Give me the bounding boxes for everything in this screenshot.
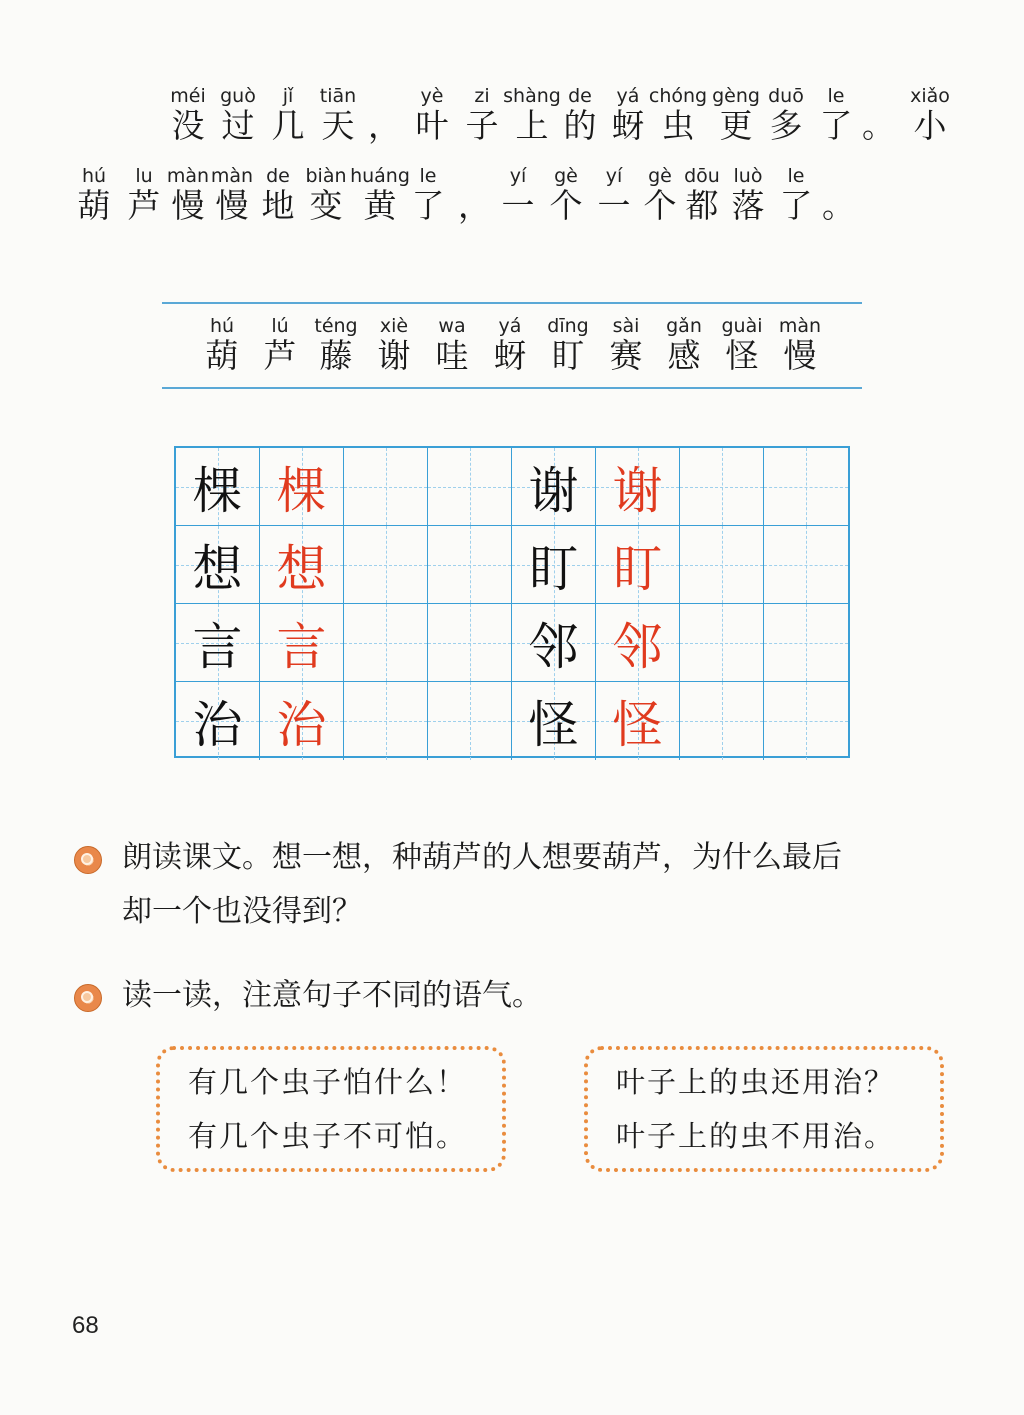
grid-cell xyxy=(596,682,680,760)
pinyin: yá xyxy=(616,85,640,107)
pinyin: duō xyxy=(768,85,804,107)
hanzi: 地 xyxy=(261,186,295,225)
model-character: 治 xyxy=(276,696,327,754)
pinyin: xiè xyxy=(379,315,409,337)
grid-cell xyxy=(512,526,596,604)
ruby-char xyxy=(308,84,368,146)
pinyin: lú xyxy=(271,315,289,337)
pinyin: méi xyxy=(170,85,206,107)
pinyin: sài xyxy=(612,315,640,337)
grid-guide-vertical xyxy=(722,604,723,681)
pinyin: guài xyxy=(721,315,763,337)
pinyin: gè xyxy=(554,165,578,187)
hanzi: 天 xyxy=(321,106,355,145)
character: 怪 xyxy=(528,696,579,754)
ruby-char xyxy=(712,314,772,376)
hanzi: 一 xyxy=(501,186,535,225)
grid-guide-vertical xyxy=(722,448,723,525)
model-character: 邻 xyxy=(612,617,663,676)
hanzi: 哇 xyxy=(435,336,469,375)
grid-cell xyxy=(176,448,260,526)
grid-guide-vertical xyxy=(722,526,723,603)
grid-guide-vertical xyxy=(470,604,471,681)
grid-cell xyxy=(428,604,512,682)
page-number: 68 xyxy=(72,1312,99,1339)
hanzi: 落 xyxy=(731,186,765,225)
hanzi: 上 xyxy=(515,106,549,145)
exercise-bullet-icon xyxy=(74,984,102,1012)
ruby-char xyxy=(770,314,830,376)
ruby-char xyxy=(538,314,598,376)
pinyin: le xyxy=(827,85,845,107)
hanzi: 一 xyxy=(597,186,631,225)
pinyin: yí xyxy=(605,165,623,187)
hanzi: 藤 xyxy=(319,336,353,375)
punctuation: 。 xyxy=(862,106,895,145)
pinyin: dīng xyxy=(547,315,589,337)
hanzi: 黄 xyxy=(363,186,397,225)
grid-cell xyxy=(764,682,848,760)
character: 棵 xyxy=(192,461,243,520)
pinyin: chóng xyxy=(648,85,708,107)
hanzi: 慢 xyxy=(783,336,817,375)
grid-guide-vertical xyxy=(386,682,387,760)
hanzi: 多 xyxy=(769,106,803,145)
hanzi: 了 xyxy=(779,186,813,225)
grid-cell xyxy=(260,604,344,682)
tone-box-right-line-1: 叶子上的虫还用治？ xyxy=(616,1065,896,1099)
grid-guide-vertical xyxy=(470,526,471,603)
grid-cell xyxy=(428,448,512,526)
model-character: 盯 xyxy=(612,539,663,598)
grid-cell xyxy=(428,682,512,760)
hanzi: 慢 xyxy=(171,186,205,225)
punctuation: ， xyxy=(458,186,491,225)
ruby-char xyxy=(250,314,310,376)
ruby-char xyxy=(766,164,826,226)
character: 言 xyxy=(192,617,243,676)
grid-guide-vertical xyxy=(386,448,387,525)
hanzi: 蚜 xyxy=(611,106,645,145)
pinyin: jǐ xyxy=(282,85,294,107)
ruby-char xyxy=(648,84,708,146)
grid-guide-vertical xyxy=(806,448,807,525)
ruby-char xyxy=(480,314,540,376)
pinyin: tiān xyxy=(319,85,357,107)
pinyin: luò xyxy=(733,165,763,187)
grid-guide-vertical xyxy=(470,682,471,760)
pinyin: de xyxy=(266,165,290,187)
exercise-1-line-1: 朗读课文。想一想，种葫芦的人想要葫芦，为什么最后 xyxy=(122,840,842,875)
pinyin: gèng xyxy=(712,85,760,107)
grid-cell xyxy=(512,448,596,526)
pinyin: hú xyxy=(81,165,107,187)
hanzi: 个 xyxy=(643,186,677,225)
pinyin: màn xyxy=(778,315,822,337)
hanzi: 虫 xyxy=(661,106,695,145)
hanzi: 怪 xyxy=(725,336,759,375)
hanzi: 盯 xyxy=(551,336,585,375)
grid-guide-vertical xyxy=(722,682,723,760)
pinyin: gǎn xyxy=(666,315,702,337)
ruby-char xyxy=(422,314,482,376)
character: 谢 xyxy=(528,461,579,520)
tone-box-left-line-2: 有几个虫子不可怕。 xyxy=(188,1119,468,1153)
grid-guide-vertical xyxy=(806,526,807,603)
hanzi: 个 xyxy=(549,186,583,225)
hanzi: 小 xyxy=(913,106,947,145)
ruby-char xyxy=(654,314,714,376)
tone-box-right xyxy=(584,1046,944,1172)
character: 邻 xyxy=(528,617,579,676)
vocab-bottom-rule xyxy=(162,387,862,389)
pinyin: huáng xyxy=(350,165,410,187)
pinyin: zi xyxy=(474,85,490,107)
pinyin: lu xyxy=(135,165,153,187)
model-character: 谢 xyxy=(612,461,663,520)
pinyin: gè xyxy=(648,165,672,187)
grid-cell xyxy=(596,604,680,682)
exercise-2-text: 读一读，注意句子不同的语气。 xyxy=(122,978,542,1013)
grid-cell xyxy=(764,604,848,682)
ruby-char xyxy=(296,164,356,226)
writing-grid xyxy=(174,446,850,758)
model-character: 棵 xyxy=(276,461,327,520)
ruby-char xyxy=(398,164,458,226)
ruby-char xyxy=(900,84,960,146)
pinyin: yí xyxy=(509,165,527,187)
hanzi: 的 xyxy=(563,106,597,145)
grid-cell xyxy=(176,682,260,760)
ruby-char xyxy=(806,84,866,146)
grid-cell xyxy=(596,448,680,526)
grid-cell xyxy=(512,682,596,760)
hanzi: 葫 xyxy=(205,336,239,375)
grid-cell xyxy=(260,682,344,760)
hanzi: 蚜 xyxy=(493,336,527,375)
hanzi: 慢 xyxy=(215,186,249,225)
grid-cell xyxy=(260,448,344,526)
character: 想 xyxy=(192,539,243,598)
hanzi: 谢 xyxy=(377,336,411,375)
grid-cell xyxy=(176,604,260,682)
tone-box-right-line-2: 叶子上的虫不用治。 xyxy=(616,1119,896,1153)
grid-cell xyxy=(680,604,764,682)
pinyin: shàng xyxy=(503,85,561,107)
grid-guide-vertical xyxy=(806,604,807,681)
ruby-char xyxy=(364,314,424,376)
pinyin: hú xyxy=(209,315,235,337)
grid-guide-vertical xyxy=(806,682,807,760)
pinyin: biàn xyxy=(305,165,347,187)
model-character: 言 xyxy=(276,617,327,676)
pinyin: téng xyxy=(314,315,358,337)
pinyin: màn xyxy=(166,165,210,187)
grid-guide-vertical xyxy=(386,604,387,681)
ruby-char xyxy=(596,314,656,376)
hanzi: 变 xyxy=(309,186,343,225)
exercise-bullet-icon xyxy=(74,846,102,874)
pinyin: wa xyxy=(438,315,466,337)
grid-guide-vertical xyxy=(470,448,471,525)
model-character: 怪 xyxy=(612,696,663,754)
exercise-1-line-2: 却一个也没得到？ xyxy=(122,894,362,929)
character: 盯 xyxy=(528,539,579,598)
pinyin: yè xyxy=(420,85,444,107)
hanzi: 子 xyxy=(465,106,499,145)
ruby-char xyxy=(192,314,252,376)
grid-cell xyxy=(764,448,848,526)
grid-cell xyxy=(176,526,260,604)
grid-cell xyxy=(680,526,764,604)
grid-cell xyxy=(764,526,848,604)
hanzi: 没 xyxy=(171,106,205,145)
hanzi: 过 xyxy=(221,106,255,145)
grid-cell xyxy=(680,682,764,760)
pinyin: le xyxy=(787,165,805,187)
hanzi: 感 xyxy=(667,336,701,375)
hanzi: 更 xyxy=(719,106,753,145)
tone-box-left-line-1: 有几个虫子怕什么！ xyxy=(188,1065,468,1099)
hanzi: 叶 xyxy=(415,106,449,145)
hanzi: 几 xyxy=(271,106,305,145)
pinyin: xiǎo xyxy=(910,85,950,107)
hanzi: 了 xyxy=(819,106,853,145)
tone-box-left xyxy=(156,1046,506,1172)
grid-cell xyxy=(428,526,512,604)
grid-cell xyxy=(344,682,428,760)
pinyin: dōu xyxy=(684,165,720,187)
pinyin: de xyxy=(568,85,592,107)
grid-cell xyxy=(512,604,596,682)
grid-cell xyxy=(344,604,428,682)
hanzi: 芦 xyxy=(127,186,161,225)
hanzi: 都 xyxy=(685,186,719,225)
hanzi: 了 xyxy=(411,186,445,225)
pinyin: yá xyxy=(498,315,522,337)
hanzi: 葫 xyxy=(77,186,111,225)
ruby-char xyxy=(306,314,366,376)
character: 治 xyxy=(192,696,243,754)
grid-cell xyxy=(344,448,428,526)
pinyin: màn xyxy=(210,165,254,187)
pinyin: le xyxy=(419,165,437,187)
grid-cell xyxy=(260,526,344,604)
vocab-top-rule xyxy=(162,302,862,304)
grid-cell xyxy=(596,526,680,604)
punctuation: 。 xyxy=(822,186,855,225)
grid-guide-vertical xyxy=(386,526,387,603)
hanzi: 芦 xyxy=(263,336,297,375)
pinyin: guò xyxy=(220,85,256,107)
punctuation: ， xyxy=(368,106,401,145)
grid-cell xyxy=(680,448,764,526)
model-character: 想 xyxy=(276,539,327,598)
hanzi: 赛 xyxy=(609,336,643,375)
grid-cell xyxy=(344,526,428,604)
